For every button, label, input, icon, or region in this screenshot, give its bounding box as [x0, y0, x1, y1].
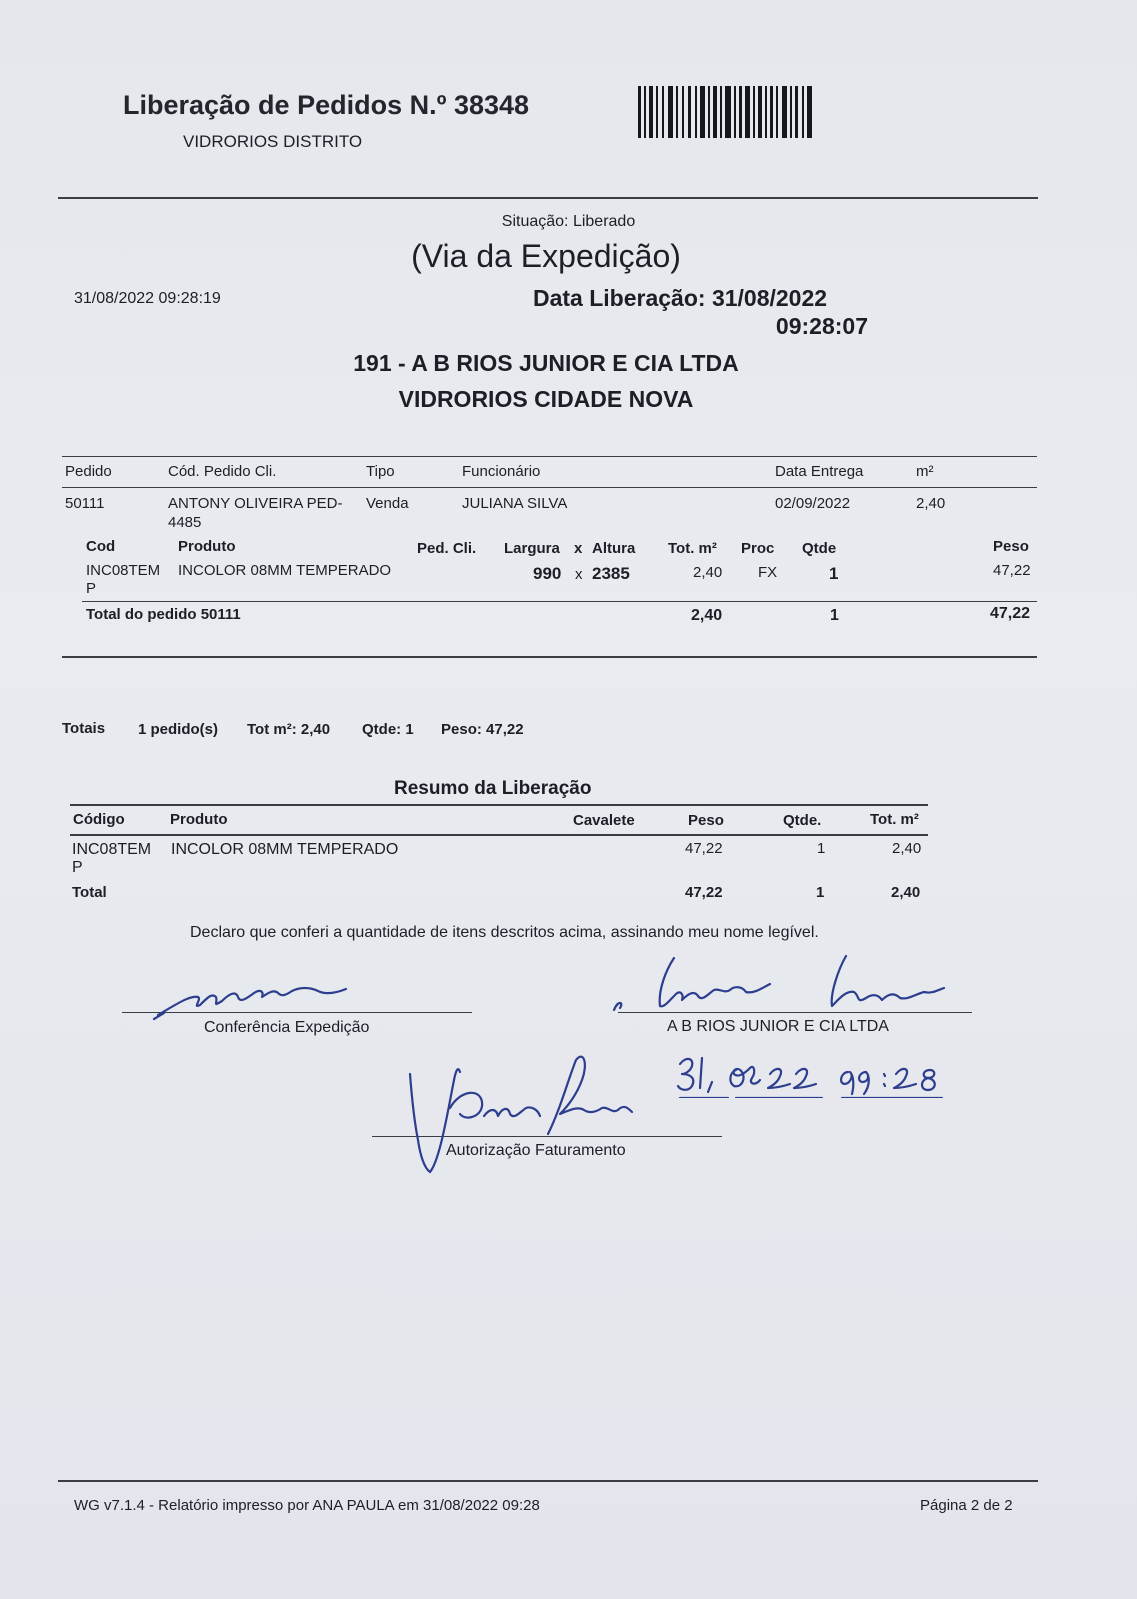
order-total-peso: 47,22 [990, 605, 1031, 622]
order-pedido: 50111 [65, 495, 105, 512]
item-header-largura: Largura [504, 540, 560, 557]
declaration-text: Declaro que conferi a quantidade de itens descritos acima, assinando meu nome legível. [190, 924, 819, 941]
resumo-produto: INCOLOR 08MM TEMPERADO [171, 841, 399, 858]
signature-label-client: A B RIOS JUNIOR E CIA LTDA [667, 1018, 889, 1035]
item-qtde: 1 [829, 564, 839, 583]
handwritten-date [672, 1048, 952, 1098]
col-header-funcionario: Funcionário [462, 463, 541, 480]
footer-report-info: WG v7.1.4 - Relatório impresso por ANA PAULA em 31/08/2022 09:28 [74, 1497, 540, 1514]
item-header-x: x [574, 540, 583, 557]
item-header-tot-m2: Tot. m² [668, 540, 717, 557]
item-total-rule [82, 601, 1037, 602]
resumo-codigo-line1: INC08TEM [72, 841, 152, 858]
item-header-cod: Cod [86, 538, 116, 555]
resumo-header-peso: Peso [688, 812, 724, 829]
page-title: Liberação de Pedidos N.º 38348 [123, 90, 530, 120]
signature-label-autorizacao: Autorização Faturamento [446, 1142, 626, 1159]
barcode-icon [638, 86, 814, 138]
col-header-tipo: Tipo [366, 463, 395, 480]
col-header-m2: m² [916, 463, 934, 480]
item-tot-m2: 2,40 [693, 564, 723, 581]
resumo-total-label: Total [72, 884, 107, 901]
footer-divider [58, 1480, 1038, 1482]
print-datetime: 31/08/2022 09:28:19 [74, 290, 221, 307]
item-header-qtde: Qtde [802, 540, 837, 557]
order-table-bottom-rule [62, 656, 1037, 658]
item-largura: 990 [533, 564, 562, 583]
item-cod-line1: INC08TEM [86, 562, 161, 579]
item-header-peso: Peso [993, 538, 1029, 555]
resumo-total-peso: 47,22 [685, 884, 723, 901]
order-tipo: Venda [366, 495, 409, 512]
resumo-header-rule [70, 834, 928, 836]
status-text: Situação: Liberado [501, 213, 636, 230]
order-cod-pedido-line1: ANTONY OLIVEIRA PED- [168, 495, 343, 512]
totais-peso: Peso: 47,22 [441, 721, 524, 738]
item-header-proc: Proc [741, 540, 775, 557]
resumo-header-codigo: Código [73, 811, 125, 828]
item-header-altura: Altura [592, 540, 636, 557]
resumo-tot-m2: 2,40 [892, 840, 922, 857]
order-cod-pedido-line2: 4485 [168, 514, 202, 531]
client-name: 191 - A B RIOS JUNIOR E CIA LTDA [353, 350, 739, 376]
item-header-ped-cli: Ped. Cli. [417, 540, 477, 557]
item-altura: 2385 [592, 564, 630, 583]
resumo-title: Resumo da Liberação [394, 778, 592, 799]
resumo-header-tot-m2: Tot. m² [870, 811, 919, 828]
order-m2: 2,40 [916, 495, 946, 512]
resumo-top-rule [70, 804, 928, 806]
totais-qtde: Qtde: 1 [362, 721, 414, 738]
order-total-label: Total do pedido 50111 [86, 606, 241, 623]
order-total-qtde: 1 [830, 607, 839, 624]
company-name: VIDRORIOS DISTRITO [183, 132, 363, 151]
signature-conferencia [150, 975, 360, 1025]
release-date: Data Liberação: 31/08/2022 [533, 285, 828, 311]
table-top-rule [62, 456, 1037, 457]
item-x: x [575, 566, 583, 583]
table-header-rule [62, 487, 1037, 488]
item-header-produto: Produto [178, 538, 236, 555]
item-cod-line2: P [86, 580, 97, 597]
header-divider [58, 197, 1038, 199]
client-branch: VIDRORIOS CIDADE NOVA [398, 386, 694, 412]
item-produto: INCOLOR 08MM TEMPERADO [178, 562, 392, 579]
totais-m2: Tot m²: 2,40 [247, 721, 331, 738]
resumo-header-cavalete: Cavalete [573, 812, 635, 829]
via-title: (Via da Expedição) [411, 238, 681, 274]
resumo-total-qtde: 1 [816, 884, 825, 901]
totais-pedidos: 1 pedido(s) [138, 721, 219, 738]
order-data-entrega: 02/09/2022 [775, 495, 851, 512]
order-funcionario: JULIANA SILVA [462, 495, 568, 512]
totais-label: Totais [62, 720, 106, 737]
resumo-qtde: 1 [817, 840, 826, 857]
footer-page-number: Página 2 de 2 [920, 1497, 1013, 1514]
resumo-total-m2: 2,40 [891, 884, 921, 901]
item-peso: 47,22 [993, 562, 1031, 579]
resumo-codigo-line2: P [72, 859, 83, 876]
col-header-data-entrega: Data Entrega [775, 463, 864, 480]
order-total-m2: 2,40 [691, 607, 723, 624]
resumo-peso: 47,22 [685, 840, 723, 857]
signature-autorizacao [400, 1050, 660, 1180]
signature-label-conferencia: Conferência Expedição [204, 1019, 370, 1036]
resumo-header-qtde: Qtde. [783, 812, 822, 829]
col-header-cod-pedido: Cód. Pedido Cli. [168, 463, 277, 480]
col-header-pedido: Pedido [65, 463, 112, 480]
item-proc: FX [758, 564, 778, 581]
signature-client [610, 950, 970, 1020]
resumo-header-produto: Produto [170, 811, 228, 828]
release-time: 09:28:07 [775, 313, 868, 339]
